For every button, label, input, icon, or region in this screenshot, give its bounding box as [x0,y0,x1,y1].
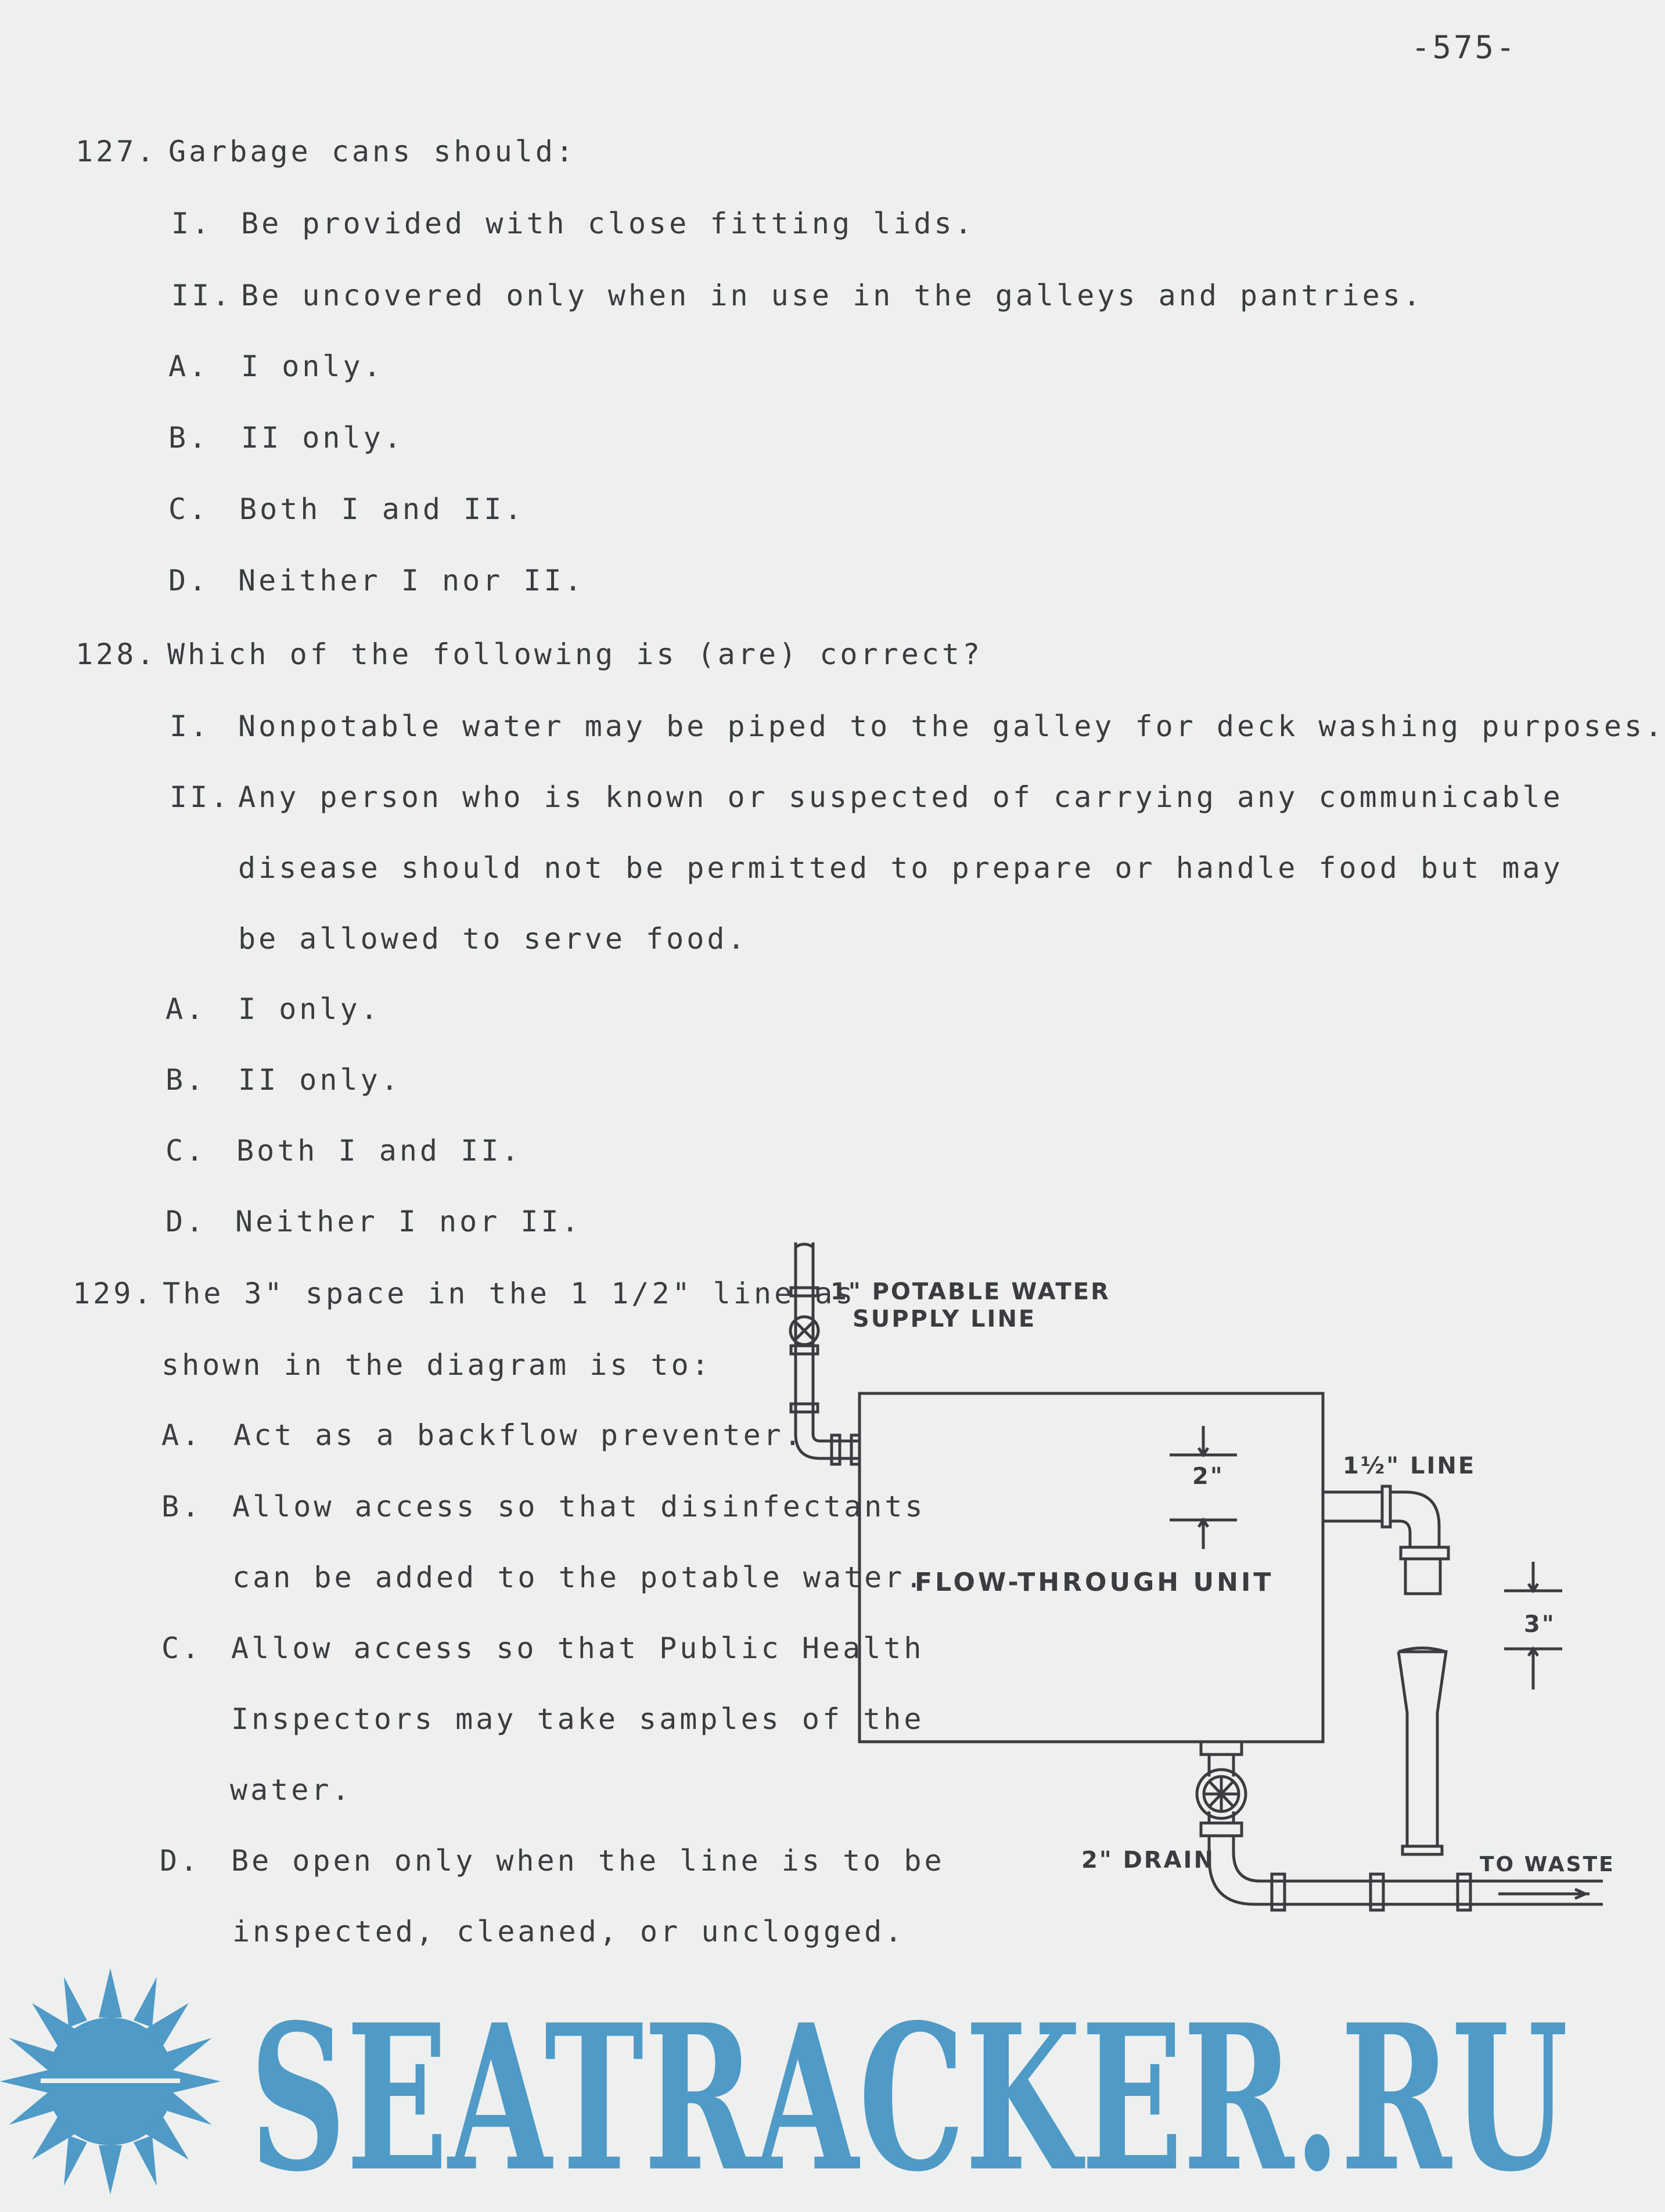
choice-letter: D. [166,1205,207,1238]
unit-label: FLOW-THROUGH UNIT [915,1568,1274,1597]
choice-text-line: can be added to the potable water. [232,1561,926,1594]
choice-letter: A. [161,1418,203,1452]
question-number: 127. [75,135,157,168]
statement-number: I. [170,709,211,743]
page-number: -575- [1411,29,1517,66]
choice-text: Neither I nor II. [235,1205,582,1238]
choice-letter: B. [166,1063,207,1097]
drain-pipe [1197,1742,1603,1910]
to-waste-label: TO WASTE [1480,1853,1615,1876]
outlet-line-label: 1½" LINE [1343,1453,1476,1479]
choice-letter: B. [168,421,210,455]
choice-letter: A. [166,992,207,1026]
waste-funnel [1398,1648,1446,1855]
question-number: 129. [73,1277,154,1310]
choice-text: I only. [241,350,384,383]
dimension-3-label: 3" [1524,1611,1556,1638]
supply-elbow [796,1428,858,1458]
choice-text-line: Inspectors may take samples of the [231,1702,925,1736]
choice-letter: D. [160,1844,201,1878]
statement-text: Be uncovered only when in use in the galleys and pantries. [241,279,1423,312]
choice-text: I only. [238,992,381,1026]
statement-text: Nonpotable water may be piped to the galley for deck washing purposes. [238,709,1665,743]
supply-line-label-2: SUPPLY LINE [853,1306,1037,1332]
question-stem: Garbage cans should: [168,135,577,168]
statement-number: II. [171,279,233,312]
statement-text: Be provided with close fitting lids. [241,207,975,240]
choice-letter: B. [161,1490,203,1523]
choice-text: Both I and II. [239,492,525,526]
statement-text-line: be allowed to serve food. [238,922,748,956]
choice-text: Neither I nor II. [238,564,585,597]
choice-text-line: Allow access so that disinfectants [232,1490,926,1523]
choice-text: Both I and II. [236,1134,522,1168]
choice-letter: A. [168,350,210,383]
choice-text-line: water. [230,1773,353,1807]
choice-letter: C. [161,1631,203,1665]
choice-text: II only. [238,1063,401,1097]
choice-text-line: Be open only when the line is to be [231,1844,945,1878]
seatracker-watermark [0,1962,1590,2212]
choice-letter: C. [166,1134,207,1168]
choice-text: II only. [241,421,404,455]
supply-line-label: 1" POTABLE WATER [830,1278,1110,1305]
statement-number: I. [171,207,213,240]
to-waste-arrow-icon [1498,1889,1590,1898]
choice-text-line: inspected, cleaned, or unclogged. [232,1915,905,1948]
statement-number: II. [170,780,231,814]
question-stem-line: The 3" space in the 1 1/2" line as [163,1277,856,1310]
choice-letter: C. [168,492,210,526]
question-number: 128. [75,637,157,671]
question-stem: Which of the following is (are) correct? [167,637,983,671]
watermark-text: SEATRACKER.RU [250,1981,1568,2212]
choice-text-line: Allow access so that Public Health [231,1631,925,1665]
dimension-2-label: 2" [1192,1463,1224,1490]
choice-text-line: Act as a backflow preventer. [233,1418,804,1452]
drain-label: 2" DRAIN [1081,1847,1215,1874]
statement-text-line: Any person who is known or suspected of carrying any communicable [238,780,1563,814]
statement-text-line: disease should not be permitted to prepare or handle food but may [238,851,1563,885]
outlet-line [1323,1486,1448,1594]
question-stem-line: shown in the diagram is to: [161,1348,712,1382]
choice-letter: D. [168,564,210,597]
